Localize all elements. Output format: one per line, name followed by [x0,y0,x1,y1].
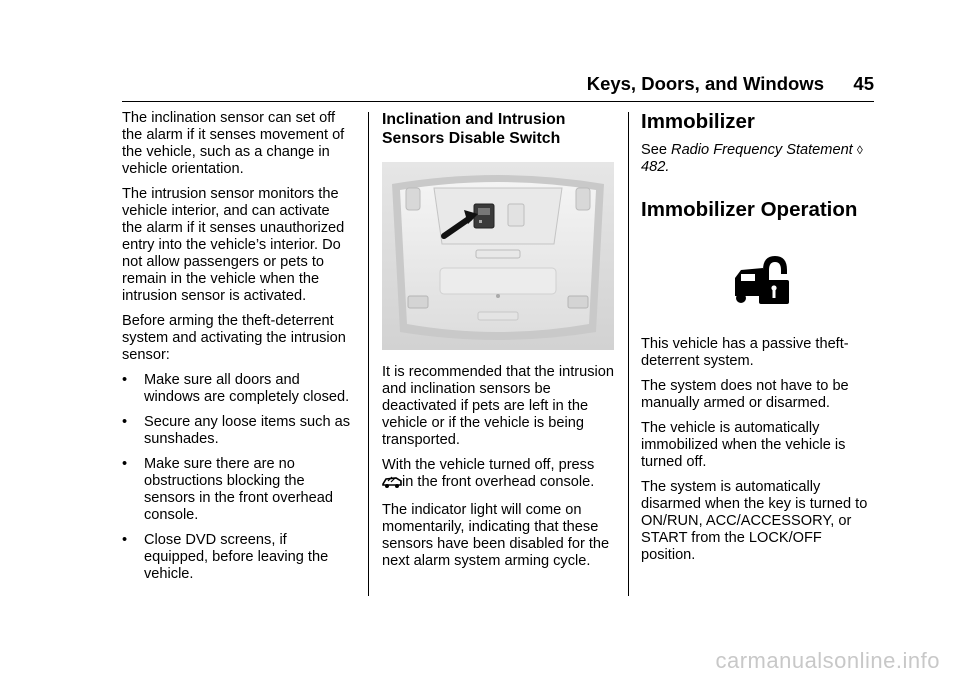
page-ref-icon: ◊ [856,143,863,157]
vehicle-sensor-icon [382,475,402,494]
list-item [122,414,354,448]
bullet-dot: • [122,414,128,430]
paragraph-press-switch [382,457,614,494]
immobilizer-symbol [641,230,873,326]
column-left [122,110,354,591]
bullet-text: Secure any loose items such as sunshades. [144,414,351,447]
paragraph-indicator-light: The indicator light will come on momentarily, indicating that these sensors have been disabled for the next alarm system arming cycle. [382,502,610,569]
list-item [122,372,354,406]
page-header [122,72,874,96]
list-item [122,532,354,583]
car-lock-icon [641,230,873,326]
see-label: See [641,142,667,158]
paragraph-before-arming: Before arming the theft-deterrent system and activating the intrusion sensor: [122,313,346,363]
paragraph-inclination-sensor: The inclination sensor can set off the alarm if it senses movement of the vehicle, such as a change in vehicle orientation. [122,110,345,177]
column-middle [382,110,614,578]
section-heading-immobilizer: Immobilizer [641,110,755,133]
paragraph-not-armed: The system does not have to be manually armed or disarmed. [641,378,849,411]
column-right [641,110,873,572]
column-divider-1 [368,112,369,596]
chapter-title: Keys, Doors, and Windows [586,73,824,94]
press-text-before: With the vehicle turned off, press [382,457,595,473]
bullet-text: Make sure all doors and windows are completely closed. [144,372,350,405]
press-text-after: in the front overhead console. [402,474,595,490]
bullet-dot: • [122,372,128,388]
watermark: carmanualsonline.info [715,648,940,673]
column-divider-2 [628,112,629,596]
paragraph-auto-immobilized: The vehicle is automatically immobilized when the vehicle is turned off. [641,420,846,470]
overhead-console-figure [382,162,614,350]
bullet-dot: • [122,456,128,472]
section-heading-immobilizer-operation: Immobilizer Operation [641,198,858,221]
bullet-text: Make sure there are no obstructions blocking the sensors in the front overhead console. [144,456,334,523]
bullet-text: Close DVD screens, if equipped, before leaving the vehicle. [144,532,329,582]
section-heading: Inclination and Intrusion Sensors Disable Switch [382,111,566,147]
header-rule [122,101,874,102]
paragraph-passive-system: This vehicle has a passive theft-deterrent system. [641,336,849,369]
overhead-console-illustration [382,162,614,350]
page-number: 45 [853,73,874,94]
paragraph-intrusion-sensor: The intrusion sensor monitors the vehicle interior, and can activate the alarm if it senses unauthorized entry into the vehicle’s interior. Do not allow passengers or pets to remain in the vehicle when the intrusion sensor is activated. [122,186,345,304]
reference-link[interactable]: Radio Frequency Statement [671,142,853,158]
see-reference [641,142,873,176]
bullet-dot: • [122,532,128,548]
reference-page: 482. [641,159,670,175]
paragraph-auto-disarmed: The system is automatically disarmed when the key is turned to ON/RUN, ACC/ACCESSORY, or START from the LOCK/OFF position. [641,479,868,563]
paragraph-recommendation: It is recommended that the intrusion and inclination sensors be deactivated if pets are left in the vehicle or if the vehicle is being transported. [382,364,614,448]
list-item [122,456,354,524]
